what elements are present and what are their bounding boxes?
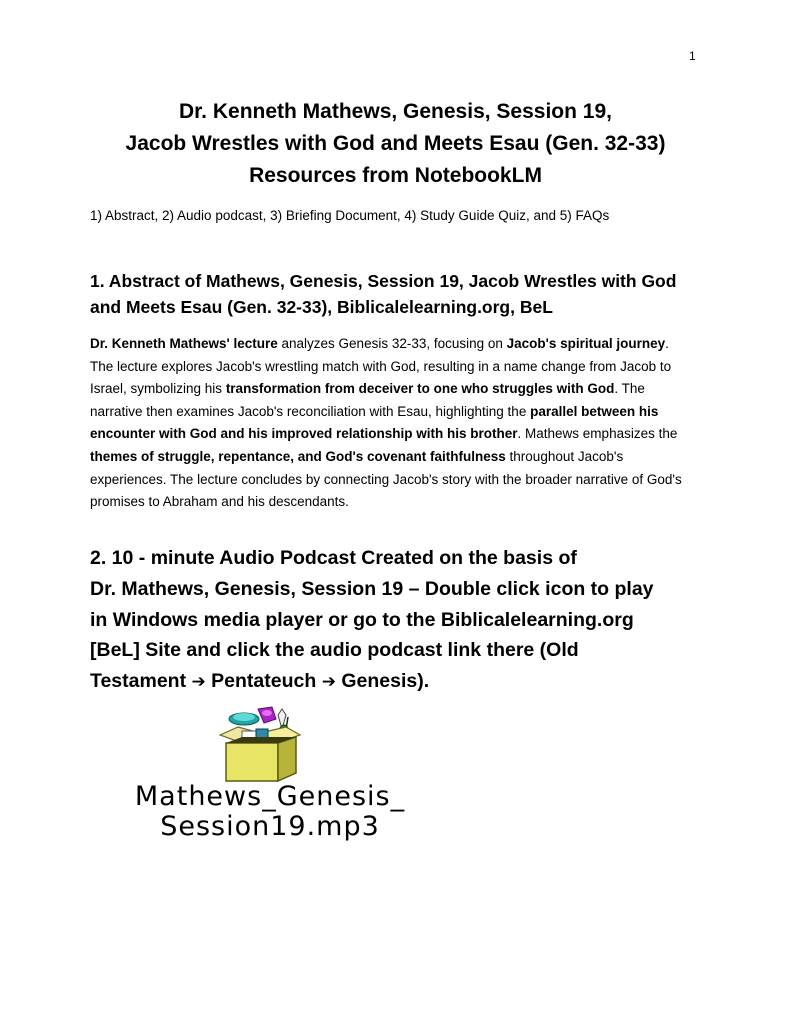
section-2-line-2: Dr. Mathews, Genesis, Session 19 – Double click icon to play xyxy=(90,577,654,600)
abstract-bold-5: transformation from deceiver to one who struggles with God xyxy=(225,381,615,397)
title-line-2: Jacob Wrestles with God and Meets Esau (Gen. 32-33) xyxy=(125,132,666,155)
abstract-text-10: throughout Jacob's experiences. The lecture concludes by connecting Jacob's story with the broader narrative of God's promises to Abraham and his descendants. xyxy=(90,448,682,510)
section-2-line-1: 2. 10 - minute Audio Podcast Created on the basis of xyxy=(90,547,577,569)
arrow-right-icon: ➔ xyxy=(191,672,206,692)
resource-list: 1) Abstract, 2) Audio podcast, 3) Briefing Document, 4) Study Guide Quiz, and 5) FAQs xyxy=(90,208,610,223)
abstract-bold-1: Dr. Kenneth Mathews' lecture xyxy=(90,336,278,351)
abstract-bold-9: themes of struggle, repentance, and God's covenant faithfulness xyxy=(90,448,506,464)
section-1-heading-line-1: 1. Abstract of Mathews, Genesis, Session 19, Jacob Wrestles with God xyxy=(90,271,677,291)
audio-file-icon[interactable] xyxy=(216,705,306,785)
package-icon[interactable] xyxy=(216,705,306,785)
breadcrumb-genesis: Genesis). xyxy=(335,670,430,693)
section-2-line-4: [BeL] Site and click the audio podcast link there (Old xyxy=(90,639,579,662)
page-number: 1 xyxy=(689,49,696,63)
breadcrumb-pentateuch: Pentateuch xyxy=(205,670,322,693)
title-line-3: Resources from NotebookLM xyxy=(249,164,542,187)
abstract-text-2: analyzes Genesis 32-33, focusing on xyxy=(277,336,507,351)
document-title xyxy=(40,96,751,192)
abstract-text-6: . The narrative then examines Jacob's reconciliation with Esau, highlighting the xyxy=(90,381,645,419)
section-1-heading-line-2: and Meets Esau (Gen. 32-33), Biblicalelearning.org, BeL xyxy=(90,297,553,317)
section-2-line-5 xyxy=(90,666,730,698)
file-name-line-2: Session19.mp3 xyxy=(160,811,380,842)
title-line-1: Dr. Kenneth Mathews, Genesis, Session 19, xyxy=(179,100,612,123)
abstract-paragraph xyxy=(90,333,690,514)
section-2-line-3: in Windows media player or go to the Biblicalelearning.org xyxy=(90,608,634,631)
section-2-heading xyxy=(90,543,730,698)
section-1-heading xyxy=(90,268,730,320)
arrow-right-icon: ➔ xyxy=(321,672,336,692)
abstract-text-4: . The lecture explores Jacob's wrestling match with God, resulting in a name change from Jacob to Israel, symbolizing his xyxy=(90,336,672,397)
breadcrumb-old-testament: Testament xyxy=(90,670,192,693)
abstract-text-8: . Mathews emphasizes the xyxy=(517,426,678,442)
audio-file-caption[interactable] xyxy=(95,782,445,842)
abstract-bold-7: parallel between his encounter with God and his improved relationship with his brother xyxy=(90,403,659,442)
file-name-line-1: Mathews_Genesis_ xyxy=(134,781,406,812)
abstract-bold-3: Jacob's spiritual journey xyxy=(506,336,666,351)
